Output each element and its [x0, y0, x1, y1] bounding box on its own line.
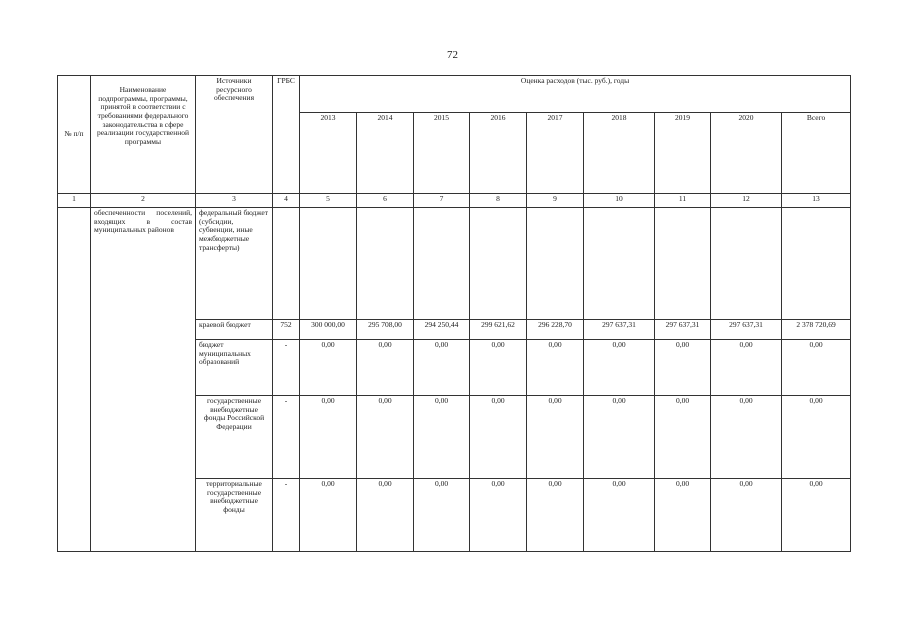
grbs-cell [273, 208, 300, 320]
column-number: 12 [711, 194, 782, 208]
value-cell: 300 000,00 [300, 320, 357, 340]
value-cell: 297 637,31 [655, 320, 711, 340]
source-cell: бюджет муниципальных образований [196, 340, 273, 396]
year-header-total: Всего [782, 113, 851, 194]
value-cell-total [782, 208, 851, 320]
value-cell [414, 208, 470, 320]
column-number: 6 [357, 194, 414, 208]
column-number: 13 [782, 194, 851, 208]
grbs-cell: - [273, 396, 300, 479]
value-cell: 0,00 [527, 396, 584, 479]
header-program-name: Наименование подпрограммы, программы, принятой в соответствии с требованиями федерального законодательства в сфере реализации государственной программы [91, 76, 196, 194]
year-header: 2015 [414, 113, 470, 194]
year-header: 2017 [527, 113, 584, 194]
year-header: 2016 [470, 113, 527, 194]
header-row [58, 76, 851, 113]
value-cell: 0,00 [414, 479, 470, 552]
value-cell: 0,00 [527, 479, 584, 552]
header-num: № п/п [58, 76, 91, 194]
year-header: 2018 [584, 113, 655, 194]
grbs-cell: - [273, 479, 300, 552]
source-cell: территориальные государственные внебюджетные фонды [196, 479, 273, 552]
value-cell [357, 208, 414, 320]
value-cell [300, 208, 357, 320]
grbs-cell: 752 [273, 320, 300, 340]
value-cell: 0,00 [655, 479, 711, 552]
value-cell [527, 208, 584, 320]
value-cell: 0,00 [357, 479, 414, 552]
column-number: 9 [527, 194, 584, 208]
column-number: 4 [273, 194, 300, 208]
column-number: 11 [655, 194, 711, 208]
value-cell: 0,00 [300, 479, 357, 552]
value-cell: 0,00 [711, 479, 782, 552]
value-cell: 0,00 [357, 340, 414, 396]
value-cell: 0,00 [655, 340, 711, 396]
value-cell: 0,00 [470, 396, 527, 479]
column-numbers-row [58, 194, 851, 208]
value-cell [655, 208, 711, 320]
value-cell: 0,00 [711, 340, 782, 396]
value-cell: 0,00 [527, 340, 584, 396]
source-cell: государственные внебюджетные фонды Российской Федерации [196, 396, 273, 479]
column-number: 1 [58, 194, 91, 208]
value-cell: 0,00 [357, 396, 414, 479]
year-header: 2013 [300, 113, 357, 194]
value-cell: 0,00 [470, 479, 527, 552]
value-cell-total: 0,00 [782, 479, 851, 552]
value-cell: 0,00 [584, 479, 655, 552]
header-estimate: Оценка расходов (тыс. руб.), годы [300, 76, 851, 113]
year-header: 2014 [357, 113, 414, 194]
column-number: 10 [584, 194, 655, 208]
table-row [58, 208, 851, 320]
year-header: 2020 [711, 113, 782, 194]
page-number: 72 [447, 49, 458, 61]
column-number: 5 [300, 194, 357, 208]
grbs-cell: - [273, 340, 300, 396]
value-cell: 0,00 [711, 396, 782, 479]
budget-table [57, 75, 851, 552]
value-cell: 294 250,44 [414, 320, 470, 340]
value-cell: 299 621,62 [470, 320, 527, 340]
value-cell [584, 208, 655, 320]
value-cell: 0,00 [584, 340, 655, 396]
value-cell: 0,00 [300, 340, 357, 396]
value-cell: 297 637,31 [584, 320, 655, 340]
year-header: 2019 [655, 113, 711, 194]
value-cell: 296 228,70 [527, 320, 584, 340]
value-cell-total: 0,00 [782, 396, 851, 479]
column-number: 3 [196, 194, 273, 208]
source-cell: краевой бюджет [196, 320, 273, 340]
program-name-cell: обеспеченности поселений, входящих в состав муниципальных районов [91, 208, 196, 552]
column-number: 2 [91, 194, 196, 208]
value-cell: 0,00 [300, 396, 357, 479]
column-number: 8 [470, 194, 527, 208]
source-cell: федеральный бюджет (субсидии, субвенции, иные межбюджетные трансферты) [196, 208, 273, 320]
value-cell [711, 208, 782, 320]
value-cell: 0,00 [655, 396, 711, 479]
value-cell: 0,00 [414, 340, 470, 396]
value-cell: 0,00 [470, 340, 527, 396]
header-grbs: ГРБС [273, 76, 300, 194]
value-cell: 0,00 [414, 396, 470, 479]
value-cell-total: 0,00 [782, 340, 851, 396]
value-cell [470, 208, 527, 320]
header-resource-source: Источники ресурсного обеспечения [196, 76, 273, 194]
column-number: 7 [414, 194, 470, 208]
value-cell-total: 2 378 720,69 [782, 320, 851, 340]
row-num-cell [58, 208, 91, 552]
value-cell: 297 637,31 [711, 320, 782, 340]
value-cell: 0,00 [584, 396, 655, 479]
value-cell: 295 708,00 [357, 320, 414, 340]
